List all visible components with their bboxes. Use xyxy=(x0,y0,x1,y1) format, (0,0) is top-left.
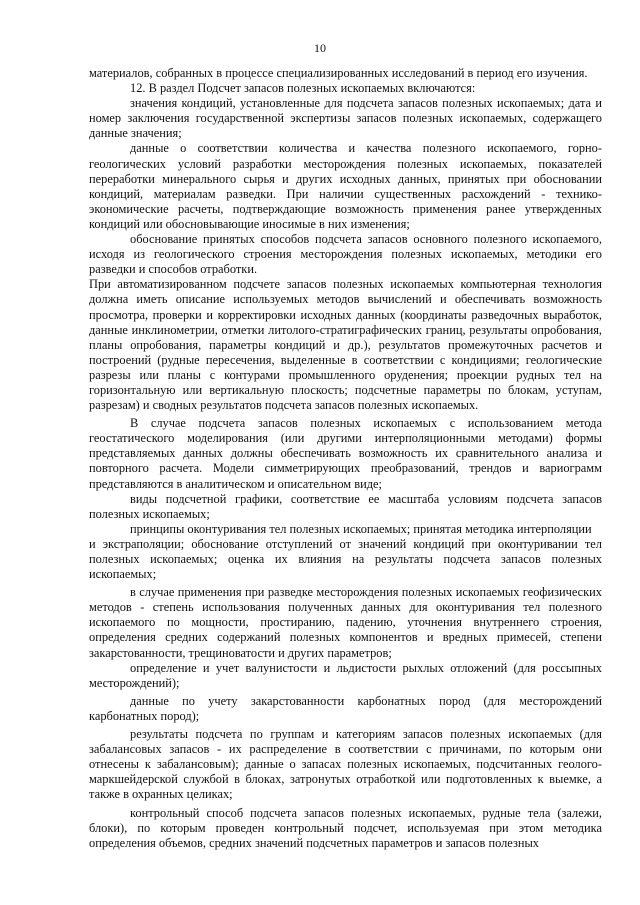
paragraph-contouring-principles: принципы оконтуривания тел полезных ископаемых; принятая методика интерполяции xyxy=(130,521,592,536)
paragraph-boulders-ice: определение и учет валунистости и льдистости рыхлых отложений (для россыпных месторождений); xyxy=(89,660,602,690)
document-body xyxy=(89,66,602,851)
paragraph-geophysical-methods: в случае применения при разведке месторождения полезных ископаемых геофизических методов - степень использования полученных данных для оконтуривания тел полезного ископаемого по мощности, простиранию, падению, уточнения внутреннего строения, определения средних содержаний полезных компонентов и вредных примесей, степени закарстованности, трещиноватости и других параметров; xyxy=(89,585,602,660)
paragraph-extrapolation: и экстраполяции; обоснование отступлений от значений кондиций при оконтуривании тел полезных ископаемых; оценка их влияния на результаты подсчета запасов полезных ископаемых; xyxy=(89,536,602,582)
paragraph-results-by-categories: результаты подсчета по группам и категориям запасов полезных ископаемых (для забалансовых запасов - их распределение в соответствии с причинами, по которым они отнесены к забалансовым); данные о запасах полезных ископаемых, подсчитанных геолого-маркшейдерской службой в блоках, затронутых отработкой или подготовленных к выемке, а также в охранных целиках; xyxy=(89,727,602,802)
paragraph-graphics-types: виды подсчетной графики, соответствие ее масштаба условиям подсчета запасов полезных ископаемых; xyxy=(89,491,602,521)
paragraph-continuation: материалов, собранных в процессе специализированных исследований в период его изучения. xyxy=(89,66,588,80)
paragraph-calculation-methods: обоснование принятых способов подсчета запасов основного полезного ископаемого, исходя из геологического строения месторождения полезных ископаемых, методики его разведки и способов отработки. xyxy=(89,232,602,277)
paragraph-conditions-values: значения кондиций, установленные для подсчета запасов полезных ископаемых; дата и номер заключения государственной экспертизы запасов полезных ископаемых, содержащего данные значения; xyxy=(89,96,602,141)
paragraph-data-correspondence: данные о соответствии количества и качества полезного ископаемого, горно-геологических условий разработки месторождения полезных ископаемых, показателей переработки минерального сырья и других исходных данных, принятых при обосновании кондиций, материалам разведки. При наличии существенных расхождений - технико-экономические расчеты, подтверждающие возможность применения ранее утвержденных кондиций или обосновывающие иносимые в них изменения; xyxy=(89,141,602,231)
paragraph-geostatistical-modeling: В случае подсчета запасов полезных ископаемых с использованием метода геостатического моделирования (или другими интерполяционными методами) формы представляемых данных должны обеспечивать возможность их сравнительного анализа и повторного расчета. Модели симметрирующих преобразований, трендов и вариограмм представляются в аналитическом и описательном виде; xyxy=(89,416,602,491)
paragraph-automated-calculation: При автоматизированном подсчете запасов полезных ископаемых компьютерная технология должна иметь описание используемых методов вычислений и обеспечивать возможность просмотра, проверки и корректировки исходных данных (координаты разведочных выработок, данные инклинометрии, отметки литолого-стратиграфических границ, результаты опробования, планы опробования, параметры кондиций и др.), результатов промежуточных расчетов и построений (рудные пересечения, выделенные в соответствии с кондициями; геологические разрезы или планы с контурами промышленного оруденения; проекции рудных тел на горизонтальную или вертикальную плоскость; подсчетные параметры по блокам, уступам, разрезам) и сводных результатов подсчета запасов полезных ископаемых. xyxy=(89,277,602,413)
paragraph-karst-carbonate: данные по учету закарстованности карбонатных пород (для месторождений карбонатных пород); xyxy=(89,693,602,723)
paragraph-section-12-heading: 12. В раздел Подсчет запасов полезных ископаемых включаются: xyxy=(130,81,476,96)
paragraph-control-method: контрольный способ подсчета запасов полезных ископаемых, рудные тела (залежи, блоки), по которым проведен контрольный подсчет, используемая при этом методика определения объемов, средних значений подсчетных параметров и запасов полезных xyxy=(89,805,602,850)
page-number: 10 xyxy=(314,41,326,55)
